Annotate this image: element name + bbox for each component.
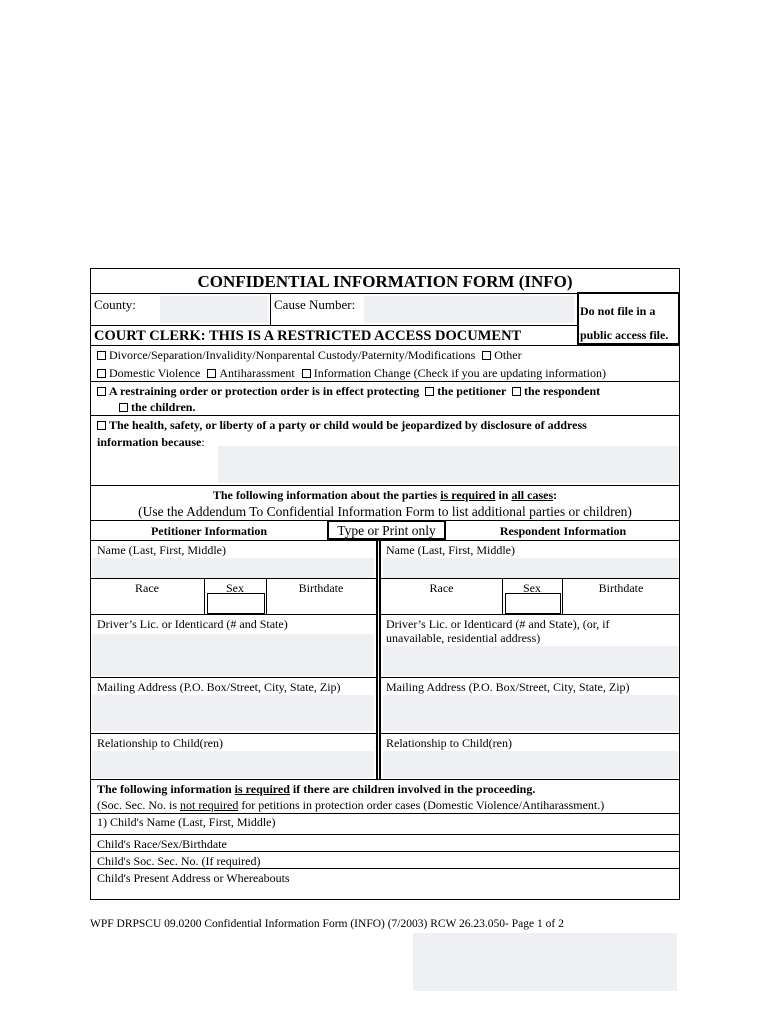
parties-heading-mid: in (495, 488, 512, 502)
children-note-pre: (Soc. Sec. No. is (97, 798, 180, 812)
respondent-license-field[interactable] (383, 646, 678, 676)
divider (381, 614, 680, 615)
cause-number-field[interactable] (364, 296, 574, 323)
petitioner-license-label: Driver’s Lic. or Identicard (# and State) (97, 617, 288, 631)
child-race-label: Child's Race/Sex/Birthdate (97, 837, 227, 851)
county-field[interactable] (160, 296, 268, 323)
respondent-race-label: Race (429, 581, 454, 595)
form-footer: WPF DRPSCU 09.0200 Confidential Information Form (INFO) (7/2003) RCW 26.23.050- Page 1 of 2 (90, 918, 564, 930)
checkbox[interactable] (97, 351, 106, 360)
case-type-info-change-label: Information Change (Check if you are updating information) (313, 366, 606, 380)
restraining-children-label: the children. (131, 400, 196, 414)
petitioner-race-label: Race (135, 581, 159, 595)
case-type-row-1 (97, 348, 522, 363)
jeopardy-line-1: The health, safety, or liberty of a party or child would be jeopardized by disclosure of address (109, 418, 587, 432)
divider (90, 540, 680, 541)
respondent-birthdate-label: Birthdate (598, 581, 644, 595)
cause-number-label: Cause Number: (274, 297, 356, 312)
parties-heading-end: : (553, 488, 558, 502)
divider (90, 834, 680, 835)
respondent-mailing-label: Mailing Address (P.O. Box/Street, City, State, Zip) (386, 680, 630, 694)
restraining-petitioner-label: the petitioner (437, 384, 507, 398)
respondent-relationship-label: Relationship to Child(ren) (386, 736, 512, 750)
jeopardy-line-2: information because (97, 435, 202, 449)
parties-heading-all: all cases (511, 488, 554, 502)
divider (90, 851, 680, 852)
divider (90, 614, 376, 615)
case-type-other-label: Other (494, 348, 522, 362)
child-name-label: 1) Child's Name (Last, First, Middle) (97, 815, 276, 829)
children-note-post: for petitions in protection order cases (Domestic Violence/Antiharassment.) (238, 798, 605, 812)
divider (381, 578, 680, 579)
jeopardy-reason-field[interactable] (218, 446, 678, 483)
footer-signature-field[interactable] (413, 933, 677, 991)
petitioner-relationship-label: Relationship to Child(ren) (97, 736, 223, 750)
divider (381, 677, 680, 678)
divider (90, 345, 680, 346)
respondent-name-field[interactable] (383, 558, 678, 578)
checkbox[interactable] (97, 369, 106, 378)
petitioner-name-field[interactable] (92, 558, 374, 578)
respondent-mailing-field[interactable] (383, 695, 678, 731)
checkbox[interactable] (512, 387, 521, 396)
checkbox[interactable] (425, 387, 434, 396)
checkbox[interactable] (97, 421, 106, 430)
case-type-row-2 (97, 366, 606, 381)
children-heading-pre: The following information (97, 782, 235, 796)
divider (90, 415, 680, 416)
divider (90, 578, 376, 579)
child-ssn-label: Child's Soc. Sec. No. (If required) (97, 854, 261, 868)
divider (90, 779, 680, 780)
respondent-license-label-2: unavailable, residential address) (386, 631, 541, 645)
restraining-row (97, 384, 600, 399)
type-or-print-label: Type or Print only (337, 523, 436, 538)
respondent-name-label: Name (Last, First, Middle) (386, 543, 515, 557)
divider (90, 733, 376, 734)
petitioner-sex-field[interactable] (207, 593, 265, 614)
divider (381, 733, 680, 734)
center-divider (376, 540, 381, 780)
petitioner-header: Petitioner Information (150, 524, 268, 538)
parties-heading (90, 488, 680, 503)
children-heading-post: if there are children involved in the proceeding. (289, 782, 536, 796)
child-address-label: Child's Present Address or Whereabouts (97, 871, 290, 885)
case-type-antiharassment-label: Antiharassment (219, 366, 295, 380)
divider (90, 381, 680, 382)
divider (90, 485, 680, 486)
parties-subheading: (Use the Addendum To Confidential Information Form to list additional parties or children) (138, 504, 632, 519)
divider (90, 677, 376, 678)
notice-line-1: Do not file in a (580, 304, 656, 318)
clerk-notice: COURT CLERK: THIS IS A RESTRICTED ACCESS DOCUMENT (94, 328, 522, 344)
divider (270, 293, 271, 325)
petitioner-mailing-label: Mailing Address (P.O. Box/Street, City, State, Zip) (97, 680, 341, 694)
divider (90, 813, 680, 814)
petitioner-birthdate-label: Birthdate (298, 581, 344, 595)
respondent-sex-field[interactable] (505, 593, 561, 614)
notice-line-2: public access file. (580, 328, 669, 342)
restraining-children-row (119, 400, 195, 415)
respondent-sex-label: Sex (523, 581, 541, 595)
checkbox[interactable] (119, 403, 128, 412)
checkbox[interactable] (482, 351, 491, 360)
jeopardy-line-2-wrap (97, 435, 205, 450)
case-type-dv-label: Domestic Violence (109, 366, 201, 380)
case-type-divorce-label: Divorce/Separation/Invalidity/Nonparental Custody/Paternity/Modifications (109, 348, 476, 362)
petitioner-name-label: Name (Last, First, Middle) (97, 543, 226, 557)
restraining-label: A restraining order or protection order is in effect protecting (109, 384, 420, 398)
children-heading-required: is required (234, 782, 290, 796)
petitioner-mailing-field[interactable] (92, 695, 374, 731)
respondent-relationship-field[interactable] (383, 751, 678, 778)
petitioner-relationship-field[interactable] (92, 751, 374, 778)
restraining-respondent-label: the respondent (524, 384, 601, 398)
divider (90, 868, 680, 869)
divider (90, 325, 577, 326)
respondent-license-label-1: Driver’s Lic. or Identicard (# and State), (or, if (386, 617, 610, 631)
parties-heading-pre: The following information about the parties (212, 488, 441, 502)
checkbox[interactable] (302, 369, 311, 378)
children-heading (97, 782, 535, 797)
petitioner-license-field[interactable] (92, 634, 374, 676)
respondent-header: Respondent Information (499, 524, 627, 538)
parties-heading-required: is required (440, 488, 496, 502)
jeopardy-row (97, 418, 587, 433)
checkbox[interactable] (97, 387, 106, 396)
children-note (97, 798, 604, 813)
jeopardy-colon: : (201, 435, 205, 449)
form-title: CONFIDENTIAL INFORMATION FORM (INFO) (197, 272, 573, 291)
petitioner-sex-label: Sex (226, 581, 244, 595)
checkbox[interactable] (207, 369, 216, 378)
county-label: County: (94, 297, 136, 312)
children-note-not: not required (180, 798, 239, 812)
